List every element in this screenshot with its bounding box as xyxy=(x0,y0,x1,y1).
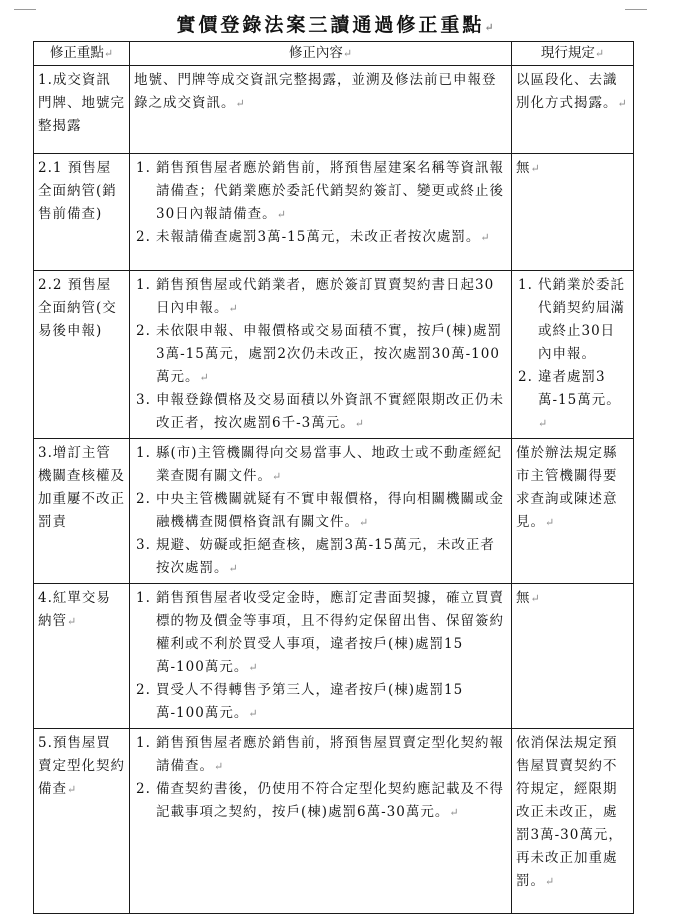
list-item: 2. 中央主管機關就疑有不實申報價格，得向相關機關或金融機構查閱價格資訊有關文件。↵ xyxy=(136,491,504,530)
list-item: 1. 銷售預售屋者應於銷售前，將預售屋買賣定型化契約報請備查。↵ xyxy=(136,735,504,774)
list-item: 2. 買受人不得轉售予第三人，違者按戶(棟)處罰15萬-100萬元。↵ xyxy=(136,682,464,721)
header-cell-current: 現行規定↵ xyxy=(512,42,634,66)
point-cell: 1.成交資訊門牌、地號完整揭露 xyxy=(34,66,130,154)
point-cell: 3.增訂主管機關查核權及加重屢不改正罰責 xyxy=(34,439,130,584)
page-corner-mark-left xyxy=(14,9,36,10)
table-row xyxy=(34,66,634,154)
table-row xyxy=(34,439,634,584)
document-title-text: 實價登錄法案三讀通過修正重點 xyxy=(176,14,485,36)
point-cell: 2.2 預售屋全面納管(交易後申報) xyxy=(34,271,130,439)
amendment-table xyxy=(33,41,634,914)
content-cell xyxy=(130,271,512,439)
list-item: 2. 未依限申報、申報價格或交易面積不實，按戶(棟)處罰3萬-15萬元，處罰2次仍未改正，按次處罰30萬-100萬元。↵ xyxy=(136,323,503,385)
list-item: 1. 銷售預售屋者收受定金時，應訂定書面契據，確立買賣標的物及價金等事項，且不得約定保留出售、保留簽約權利或不利於買受人事項，違者按戶(棟)處罰15萬-100萬元。↵ xyxy=(136,590,504,675)
list-item: 1. 銷售預售屋或代銷業者，應於簽訂買賣契約書日起30日內申報。↵ xyxy=(136,277,495,316)
current-cell: 無↵ xyxy=(512,154,634,271)
header-cell-content: 修正內容↵ xyxy=(130,42,512,66)
document-title xyxy=(0,12,673,41)
content-cell: 地號、門牌等成交資訊完整揭露，並溯及修法前已申報登錄之成交資訊。↵ xyxy=(130,66,512,154)
point-cell: 2.1 預售屋全面納管(銷售前備查) xyxy=(34,154,130,271)
page-corner-mark-right xyxy=(625,9,647,10)
list-item: 2. 未報請備查處罰3萬-15萬元，未改正者按次處罰。↵ xyxy=(136,229,491,245)
table-row xyxy=(34,154,634,271)
current-cell xyxy=(512,271,634,439)
list-item: 3. 申報登錄價格及交易面積以外資訊不實經限期改正仍未改正者，按次處罰6千-3萬元。↵ xyxy=(136,392,504,431)
point-cell: 5.預售屋買賣定型化契約備查↵ xyxy=(34,729,130,914)
table-row xyxy=(34,271,634,439)
list-item: 2. 備查契約書後，仍使用不符合定型化契約應記載及不得記載事項之契約，按戶(棟)處罰6萬-30萬元。↵ xyxy=(136,781,504,820)
list-item: 1. 代銷業於委託代銷契約屆滿或終止30日內申報。 xyxy=(518,277,625,362)
point-cell: 4.紅單交易納管↵ xyxy=(34,584,130,729)
list-item: 2. 違者處罰3萬-15萬元。↵ xyxy=(518,369,621,430)
table-header-row xyxy=(34,42,634,66)
table-row xyxy=(34,584,634,729)
paragraph-mark: ↵ xyxy=(484,21,497,34)
list-item: 1. 銷售預售屋者應於銷售前，將預售屋建案名稱等資訊報請備查；代銷業應於委託代銷契約簽訂、變更或終止後30日內報請備查。↵ xyxy=(136,160,504,222)
content-cell xyxy=(130,584,512,729)
content-cell xyxy=(130,439,512,584)
content-cell xyxy=(130,154,512,271)
list-item: 3. 規避、妨礙或拒絕查核，處罰3萬-15萬元，未改正者按次處罰。↵ xyxy=(136,537,495,576)
current-cell: 僅於辦法規定縣市主管機關得要求查詢或陳述意見。↵ xyxy=(512,439,634,584)
table-row xyxy=(34,729,634,914)
list-item: 1. 縣(市)主管機關得向交易當事人、地政士或不動產經紀業查閱有關文件。↵ xyxy=(136,445,503,484)
header-cell-point: 修正重點↵ xyxy=(34,42,130,66)
current-cell: 無↵ xyxy=(512,584,634,729)
content-cell xyxy=(130,729,512,914)
current-cell: 以區段化、去識別化方式揭露。↵ xyxy=(512,66,634,154)
current-cell: 依消保法規定預售屋買賣契約不符規定，經限期改正未改正，處罰3萬-30萬元，再未改正加重處罰。↵ xyxy=(512,729,634,914)
